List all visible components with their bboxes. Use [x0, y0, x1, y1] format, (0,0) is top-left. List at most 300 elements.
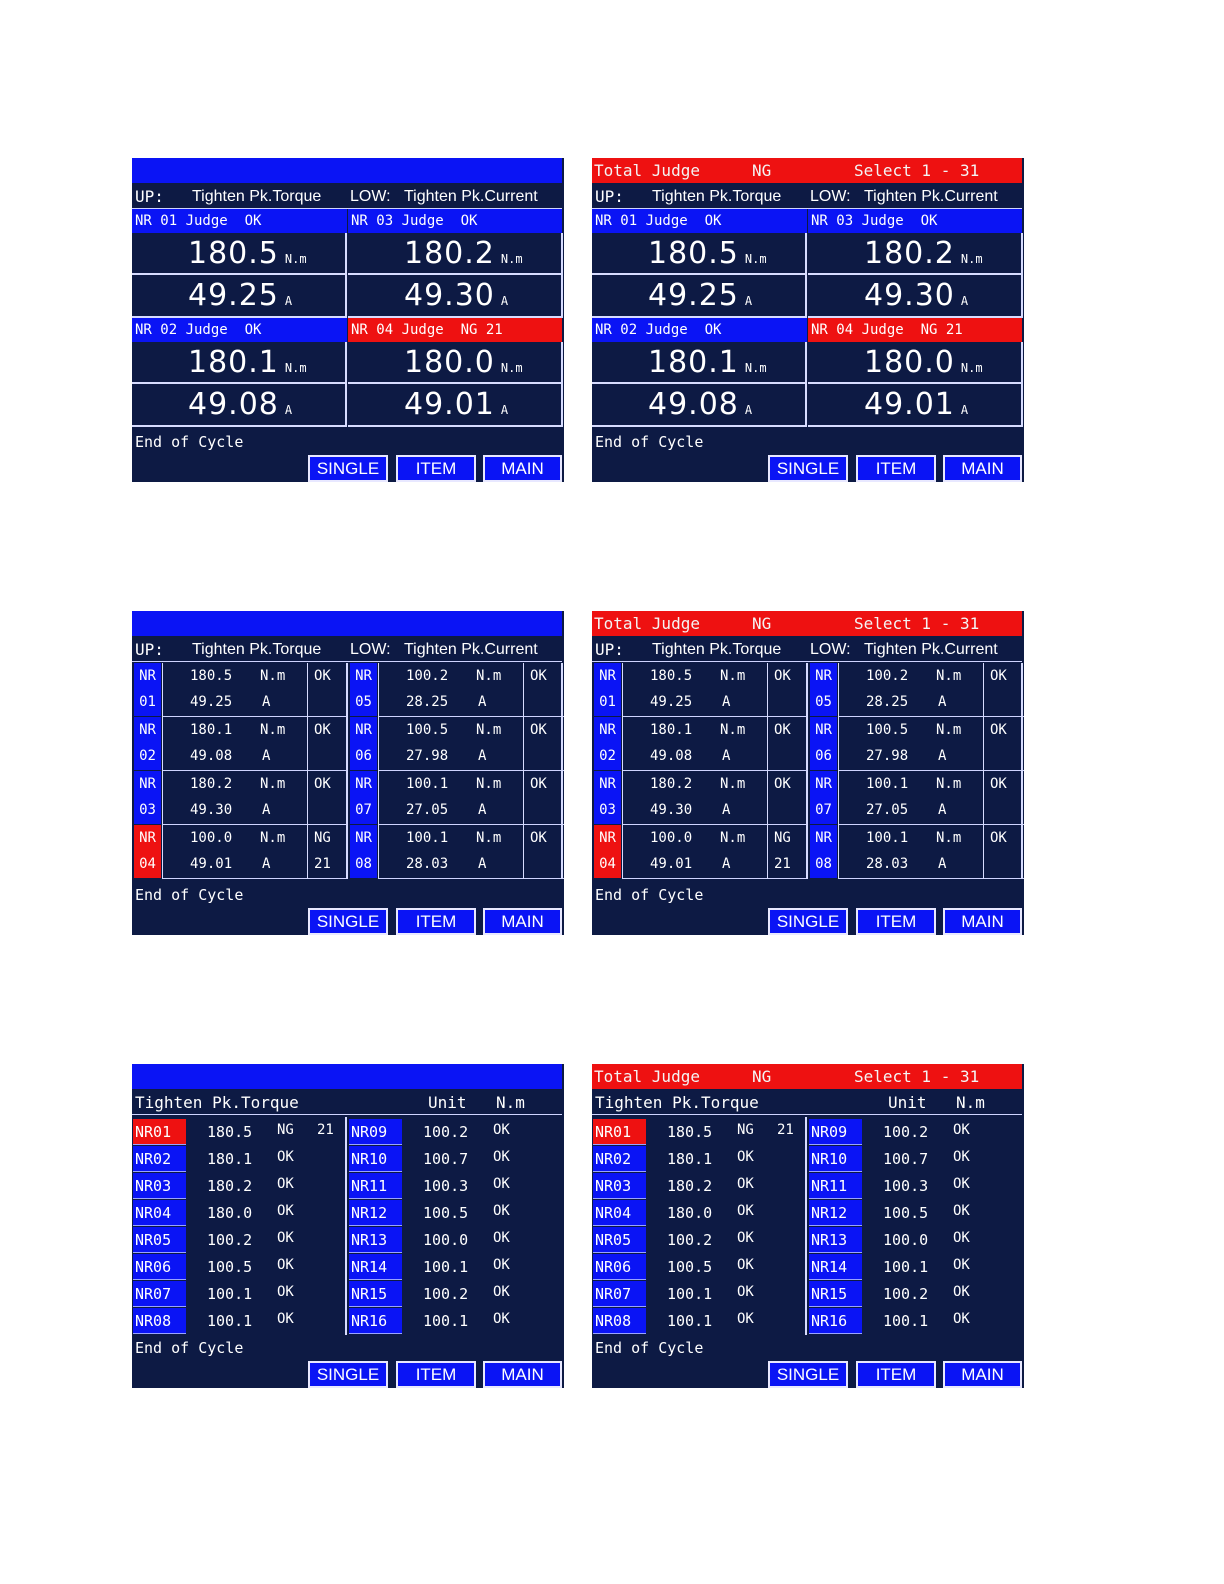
- current-value: 28.03: [406, 856, 449, 872]
- main-button[interactable]: MAIN: [943, 908, 1022, 935]
- nr-tag: NR: [350, 771, 377, 798]
- torque-unit: N.m: [260, 668, 286, 684]
- nr-tag: NR: [594, 771, 621, 798]
- torque-unit: N.m: [260, 830, 286, 846]
- current-value: 27.05: [866, 802, 909, 818]
- judge-result: OK: [493, 1122, 510, 1138]
- torque-value: [864, 344, 983, 387]
- current-unit: A: [744, 403, 753, 417]
- torque-unit: N.m: [960, 252, 983, 266]
- current-value: 28.25: [866, 694, 909, 710]
- judge-result: OK: [530, 668, 547, 684]
- torque-unit: N.m: [260, 722, 286, 738]
- up-value: Tighten Pk.Torque: [652, 188, 782, 205]
- nr-tag-number: 03: [134, 797, 161, 824]
- column-divider: [307, 663, 308, 879]
- judge-result: OK: [277, 1176, 294, 1192]
- main-button[interactable]: MAIN: [943, 1361, 1022, 1388]
- current-number: 49.01: [864, 387, 955, 422]
- current-value: 28.03: [866, 856, 909, 872]
- total-judge-value: NG: [752, 614, 772, 633]
- torque-unit: N.m: [936, 722, 962, 738]
- item-header: [132, 185, 562, 209]
- torque-value: 180.5: [650, 668, 693, 684]
- nr-tag-number: 01: [134, 689, 161, 716]
- nr-tag: NR09: [809, 1119, 862, 1145]
- torque-value: 100.2: [207, 1231, 253, 1249]
- judge-result: OK: [530, 830, 547, 846]
- nr-judge-header: NR 03 Judge OK: [348, 209, 562, 233]
- ng-code: 21: [777, 1122, 794, 1138]
- judge-result: OK: [953, 1257, 970, 1273]
- current-unit: A: [478, 694, 487, 710]
- torque-value: [188, 344, 307, 387]
- item-button[interactable]: ITEM: [856, 455, 936, 482]
- nr-judge-header: NR 03 Judge OK: [808, 209, 1022, 233]
- torque-unit: N.m: [936, 668, 962, 684]
- current-number: 49.08: [188, 387, 279, 422]
- single-button[interactable]: SINGLE: [308, 455, 388, 482]
- current-value: 49.08: [650, 748, 693, 764]
- current-value: 49.25: [190, 694, 233, 710]
- column-divider: [162, 663, 163, 879]
- torque-value: 180.5: [207, 1123, 253, 1141]
- title-bar: [132, 1064, 562, 1089]
- row-divider: [838, 878, 1024, 879]
- torque-cell: [592, 342, 807, 384]
- current-cell: [132, 275, 347, 318]
- nr-tag-number: 06: [350, 743, 377, 770]
- judge-result: OK: [493, 1257, 510, 1273]
- torque-cell: [592, 233, 807, 275]
- nr-judge-header: NR 01 Judge OK: [132, 209, 347, 233]
- nr-tag: NR03: [593, 1173, 646, 1199]
- center-divider: [345, 1117, 347, 1335]
- low-label: LOW:: [810, 641, 851, 658]
- nr-tag: NR: [810, 663, 837, 690]
- item-title: Tighten Pk.Torque: [595, 1093, 759, 1112]
- torque-unit: N.m: [720, 776, 746, 792]
- current-value: [648, 277, 752, 320]
- nr-tag-number: 01: [594, 689, 621, 716]
- nr-tag-number: 06: [810, 743, 837, 770]
- column-divider: [838, 663, 839, 879]
- torque-value: 180.1: [667, 1150, 713, 1168]
- torque-value: 100.2: [667, 1231, 713, 1249]
- torque-value: 100.5: [406, 722, 449, 738]
- item-header: [132, 1091, 562, 1115]
- nr-tag: NR11: [809, 1173, 862, 1199]
- nr-tag: NR: [810, 717, 837, 744]
- up-label: UP:: [595, 187, 624, 206]
- current-cell: [348, 275, 563, 318]
- judge-result: NG: [774, 830, 791, 846]
- current-value: 27.98: [406, 748, 449, 764]
- screen-sixteen-view-ng: [592, 1064, 1024, 1388]
- current-unit: A: [284, 403, 293, 417]
- up-value: Tighten Pk.Torque: [652, 641, 782, 658]
- cycle-status: End of Cycle: [595, 433, 704, 451]
- torque-cell: [132, 233, 347, 275]
- nr-tag-number: 04: [134, 851, 161, 878]
- nr-judge-header: NR 04 Judge NG 21: [348, 318, 562, 342]
- nr-tag: NR: [350, 663, 377, 690]
- torque-value: 180.2: [190, 776, 233, 792]
- total-judge-label: Total Judge: [594, 161, 700, 180]
- item-header: [592, 638, 1022, 662]
- torque-unit: N.m: [960, 361, 983, 375]
- up-value: Tighten Pk.Torque: [192, 188, 322, 205]
- torque-value: 100.2: [883, 1285, 929, 1303]
- current-number: 49.30: [404, 278, 495, 313]
- screen-four-view-plain: [132, 158, 564, 482]
- torque-value: 100.1: [883, 1312, 929, 1330]
- up-value: Tighten Pk.Torque: [192, 641, 322, 658]
- single-button[interactable]: SINGLE: [308, 1361, 388, 1388]
- current-value: [188, 277, 292, 320]
- current-value: 49.25: [650, 694, 693, 710]
- torque-number: 180.2: [864, 236, 955, 271]
- row-divider: [622, 878, 808, 879]
- nr-tag: NR04: [133, 1200, 186, 1226]
- judge-result: OK: [314, 668, 331, 684]
- torque-unit: N.m: [476, 722, 502, 738]
- torque-value: 100.1: [667, 1285, 713, 1303]
- nr-tag: NR14: [809, 1254, 862, 1280]
- nr-tag: NR01: [133, 1119, 186, 1145]
- current-cell: [808, 384, 1023, 427]
- nr-tag: NR15: [809, 1281, 862, 1307]
- judge-result: OK: [530, 722, 547, 738]
- row-divider: [162, 878, 348, 879]
- judge-result: OK: [493, 1311, 510, 1327]
- judge-result: OK: [953, 1176, 970, 1192]
- torque-unit: N.m: [500, 252, 523, 266]
- torque-value: 180.2: [207, 1177, 253, 1195]
- judge-result: OK: [493, 1230, 510, 1246]
- center-divider: [346, 663, 348, 879]
- torque-value: 100.2: [423, 1123, 469, 1141]
- torque-value: [404, 344, 523, 387]
- nr-tag: NR13: [809, 1227, 862, 1253]
- torque-value: 180.0: [667, 1204, 713, 1222]
- torque-unit: N.m: [260, 776, 286, 792]
- nr-tag: NR: [134, 663, 161, 690]
- judge-result: OK: [953, 1149, 970, 1165]
- torque-value: 100.0: [883, 1231, 929, 1249]
- current-unit: A: [500, 294, 509, 308]
- current-unit: A: [500, 403, 509, 417]
- right-edge: [1021, 663, 1023, 879]
- torque-number: 180.1: [648, 345, 739, 380]
- torque-value: 100.1: [423, 1312, 469, 1330]
- torque-number: 180.0: [404, 345, 495, 380]
- torque-value: 100.5: [207, 1258, 253, 1276]
- low-label: LOW:: [350, 641, 391, 658]
- nr-tag: NR10: [809, 1146, 862, 1172]
- low-value: Tighten Pk.Current: [864, 188, 998, 205]
- current-value: [864, 386, 968, 429]
- torque-value: 180.1: [650, 722, 693, 738]
- current-unit: A: [284, 294, 293, 308]
- low-label: LOW:: [810, 188, 851, 205]
- current-number: 49.25: [188, 278, 279, 313]
- single-button[interactable]: SINGLE: [768, 1361, 848, 1388]
- torque-value: 100.5: [667, 1258, 713, 1276]
- unit-label: Unit: [888, 1093, 927, 1112]
- cycle-status: End of Cycle: [595, 886, 704, 904]
- torque-value: 100.3: [423, 1177, 469, 1195]
- current-unit: A: [722, 748, 731, 764]
- current-unit: A: [938, 856, 947, 872]
- nr-tag: NR14: [349, 1254, 402, 1280]
- judge-result: OK: [493, 1176, 510, 1192]
- current-unit: A: [938, 802, 947, 818]
- current-value: 49.01: [190, 856, 233, 872]
- judge-result: OK: [493, 1203, 510, 1219]
- judge-result: OK: [737, 1284, 754, 1300]
- nr-tag: NR05: [133, 1227, 186, 1253]
- column-divider: [622, 663, 623, 879]
- torque-value: [648, 235, 767, 278]
- low-value: Tighten Pk.Current: [404, 188, 538, 205]
- item-button[interactable]: ITEM: [396, 1361, 476, 1388]
- current-unit: A: [262, 748, 271, 764]
- ng-code: 21: [317, 1122, 334, 1138]
- current-unit: A: [960, 403, 969, 417]
- total-judge-label: Total Judge: [594, 1067, 700, 1086]
- current-value: [404, 277, 508, 320]
- nr-tag: NR02: [133, 1146, 186, 1172]
- current-value: 27.98: [866, 748, 909, 764]
- judge-result: OK: [737, 1176, 754, 1192]
- current-number: 49.08: [648, 387, 739, 422]
- select-range: Select 1 - 31: [854, 1067, 980, 1086]
- torque-number: 180.5: [188, 236, 279, 271]
- torque-value: 100.2: [883, 1123, 929, 1141]
- judge-result: OK: [774, 668, 791, 684]
- nr-tag: NR: [134, 771, 161, 798]
- title-bar: [592, 1064, 1022, 1089]
- nr-tag: NR11: [349, 1173, 402, 1199]
- nr-tag: NR: [134, 825, 161, 852]
- current-unit: A: [722, 694, 731, 710]
- nr-tag: NR08: [593, 1308, 646, 1334]
- nr-tag: NR12: [349, 1200, 402, 1226]
- nr-tag: NR: [594, 663, 621, 690]
- torque-cell: [808, 342, 1023, 384]
- nr-tag: NR16: [349, 1308, 402, 1334]
- current-unit: A: [960, 294, 969, 308]
- nr-tag: NR: [350, 825, 377, 852]
- torque-value: 100.5: [423, 1204, 469, 1222]
- cycle-status: End of Cycle: [135, 433, 244, 451]
- title-bar: [132, 611, 562, 636]
- center-divider: [806, 663, 808, 879]
- nr-tag: NR07: [593, 1281, 646, 1307]
- nr-tag: NR13: [349, 1227, 402, 1253]
- torque-value: 100.1: [423, 1258, 469, 1276]
- current-unit: A: [262, 802, 271, 818]
- column-divider: [983, 663, 984, 879]
- current-value: 49.30: [190, 802, 233, 818]
- column-divider: [767, 663, 768, 879]
- judge-result: OK: [774, 776, 791, 792]
- torque-value: 100.1: [866, 830, 909, 846]
- nr-judge-header: NR 02 Judge OK: [592, 318, 807, 342]
- nr-judge-header: NR 04 Judge NG 21: [808, 318, 1022, 342]
- torque-unit: N.m: [476, 776, 502, 792]
- torque-value: 100.3: [883, 1177, 929, 1195]
- nr-tag: NR16: [809, 1308, 862, 1334]
- torque-unit: N.m: [500, 361, 523, 375]
- torque-unit: N.m: [936, 830, 962, 846]
- current-cell: [592, 275, 807, 318]
- torque-value: 100.2: [406, 668, 449, 684]
- judge-result: OK: [277, 1311, 294, 1327]
- judge-result: OK: [953, 1284, 970, 1300]
- item-button[interactable]: ITEM: [856, 1361, 936, 1388]
- nr-tag: NR: [594, 825, 621, 852]
- current-unit: A: [478, 856, 487, 872]
- single-button[interactable]: SINGLE: [768, 455, 848, 482]
- torque-value: 100.1: [207, 1312, 253, 1330]
- nr-tag: NR02: [593, 1146, 646, 1172]
- judge-result: OK: [990, 776, 1007, 792]
- torque-value: 100.2: [423, 1285, 469, 1303]
- unit-label: Unit: [428, 1093, 467, 1112]
- judge-result: OK: [277, 1203, 294, 1219]
- judge-result: OK: [737, 1230, 754, 1246]
- current-value: [864, 277, 968, 320]
- current-unit: A: [938, 748, 947, 764]
- torque-unit: N.m: [720, 830, 746, 846]
- torque-value: [648, 344, 767, 387]
- current-value: [188, 386, 292, 429]
- torque-value: 180.5: [190, 668, 233, 684]
- nr-tag-number: 05: [350, 689, 377, 716]
- torque-value: 100.0: [423, 1231, 469, 1249]
- current-value: 28.25: [406, 694, 449, 710]
- torque-unit: N.m: [284, 361, 307, 375]
- torque-value: 100.1: [866, 776, 909, 792]
- torque-value: 100.1: [207, 1285, 253, 1303]
- nr-tag: NR: [594, 717, 621, 744]
- torque-unit: N.m: [476, 830, 502, 846]
- nr-tag-number: 08: [810, 851, 837, 878]
- judge-result: OK: [314, 776, 331, 792]
- judge-result: OK: [314, 722, 331, 738]
- torque-unit: N.m: [720, 722, 746, 738]
- up-label: UP:: [135, 640, 164, 659]
- item-header: [592, 1091, 1022, 1115]
- select-range: Select 1 - 31: [854, 161, 980, 180]
- torque-value: 180.0: [207, 1204, 253, 1222]
- main-button[interactable]: MAIN: [483, 455, 562, 482]
- judge-result: OK: [277, 1257, 294, 1273]
- current-value: 49.08: [190, 748, 233, 764]
- torque-value: 100.2: [866, 668, 909, 684]
- judge-result: OK: [953, 1203, 970, 1219]
- current-unit: A: [938, 694, 947, 710]
- torque-value: [188, 235, 307, 278]
- column-divider: [378, 663, 379, 879]
- current-unit: A: [478, 748, 487, 764]
- unit-value: N.m: [496, 1093, 525, 1112]
- nr-tag: NR: [134, 717, 161, 744]
- nr-tag: NR06: [593, 1254, 646, 1280]
- torque-value: 100.0: [190, 830, 233, 846]
- current-unit: A: [744, 294, 753, 308]
- judge-result: OK: [990, 722, 1007, 738]
- current-unit: A: [722, 802, 731, 818]
- nr-tag: NR: [350, 717, 377, 744]
- nr-tag: NR15: [349, 1281, 402, 1307]
- nr-tag-number: 03: [594, 797, 621, 824]
- torque-unit: N.m: [744, 361, 767, 375]
- current-value: [648, 386, 752, 429]
- torque-value: 180.2: [650, 776, 693, 792]
- main-button[interactable]: MAIN: [943, 455, 1022, 482]
- current-number: 49.30: [864, 278, 955, 313]
- torque-value: 100.5: [883, 1204, 929, 1222]
- torque-value: 100.1: [406, 776, 449, 792]
- total-judge-label: Total Judge: [594, 614, 700, 633]
- judge-result: OK: [737, 1149, 754, 1165]
- single-button[interactable]: SINGLE: [768, 908, 848, 935]
- screen-four-view-ng: [592, 158, 1024, 482]
- judge-result: OK: [277, 1230, 294, 1246]
- item-button[interactable]: ITEM: [856, 908, 936, 935]
- cycle-status: End of Cycle: [135, 1339, 244, 1357]
- main-button[interactable]: MAIN: [483, 1361, 562, 1388]
- torque-value: 180.1: [207, 1150, 253, 1168]
- torque-unit: N.m: [720, 668, 746, 684]
- single-button[interactable]: SINGLE: [308, 908, 388, 935]
- item-button[interactable]: ITEM: [396, 455, 476, 482]
- torque-number: 180.0: [864, 345, 955, 380]
- total-judge-value: NG: [752, 1067, 772, 1086]
- nr-tag-number: 05: [810, 689, 837, 716]
- nr-tag-number: 07: [350, 797, 377, 824]
- current-value: [404, 386, 508, 429]
- current-unit: A: [722, 856, 731, 872]
- ng-code: 21: [314, 856, 331, 872]
- torque-number: 180.2: [404, 236, 495, 271]
- torque-number: 180.5: [648, 236, 739, 271]
- judge-result: OK: [530, 776, 547, 792]
- torque-value: 180.1: [190, 722, 233, 738]
- nr-tag-number: 07: [810, 797, 837, 824]
- torque-unit: N.m: [744, 252, 767, 266]
- cycle-status: End of Cycle: [595, 1339, 704, 1357]
- current-number: 49.01: [404, 387, 495, 422]
- torque-unit: N.m: [936, 776, 962, 792]
- main-button[interactable]: MAIN: [483, 908, 562, 935]
- judge-result: OK: [953, 1311, 970, 1327]
- nr-tag: NR: [810, 771, 837, 798]
- torque-value: 100.7: [423, 1150, 469, 1168]
- item-header: [132, 638, 562, 662]
- row-divider: [378, 878, 564, 879]
- nr-tag: NR01: [593, 1119, 646, 1145]
- torque-unit: N.m: [476, 668, 502, 684]
- title-bar: [132, 158, 562, 183]
- item-title: Tighten Pk.Torque: [135, 1093, 299, 1112]
- current-value: 27.05: [406, 802, 449, 818]
- low-value: Tighten Pk.Current: [404, 641, 538, 658]
- item-button[interactable]: ITEM: [396, 908, 476, 935]
